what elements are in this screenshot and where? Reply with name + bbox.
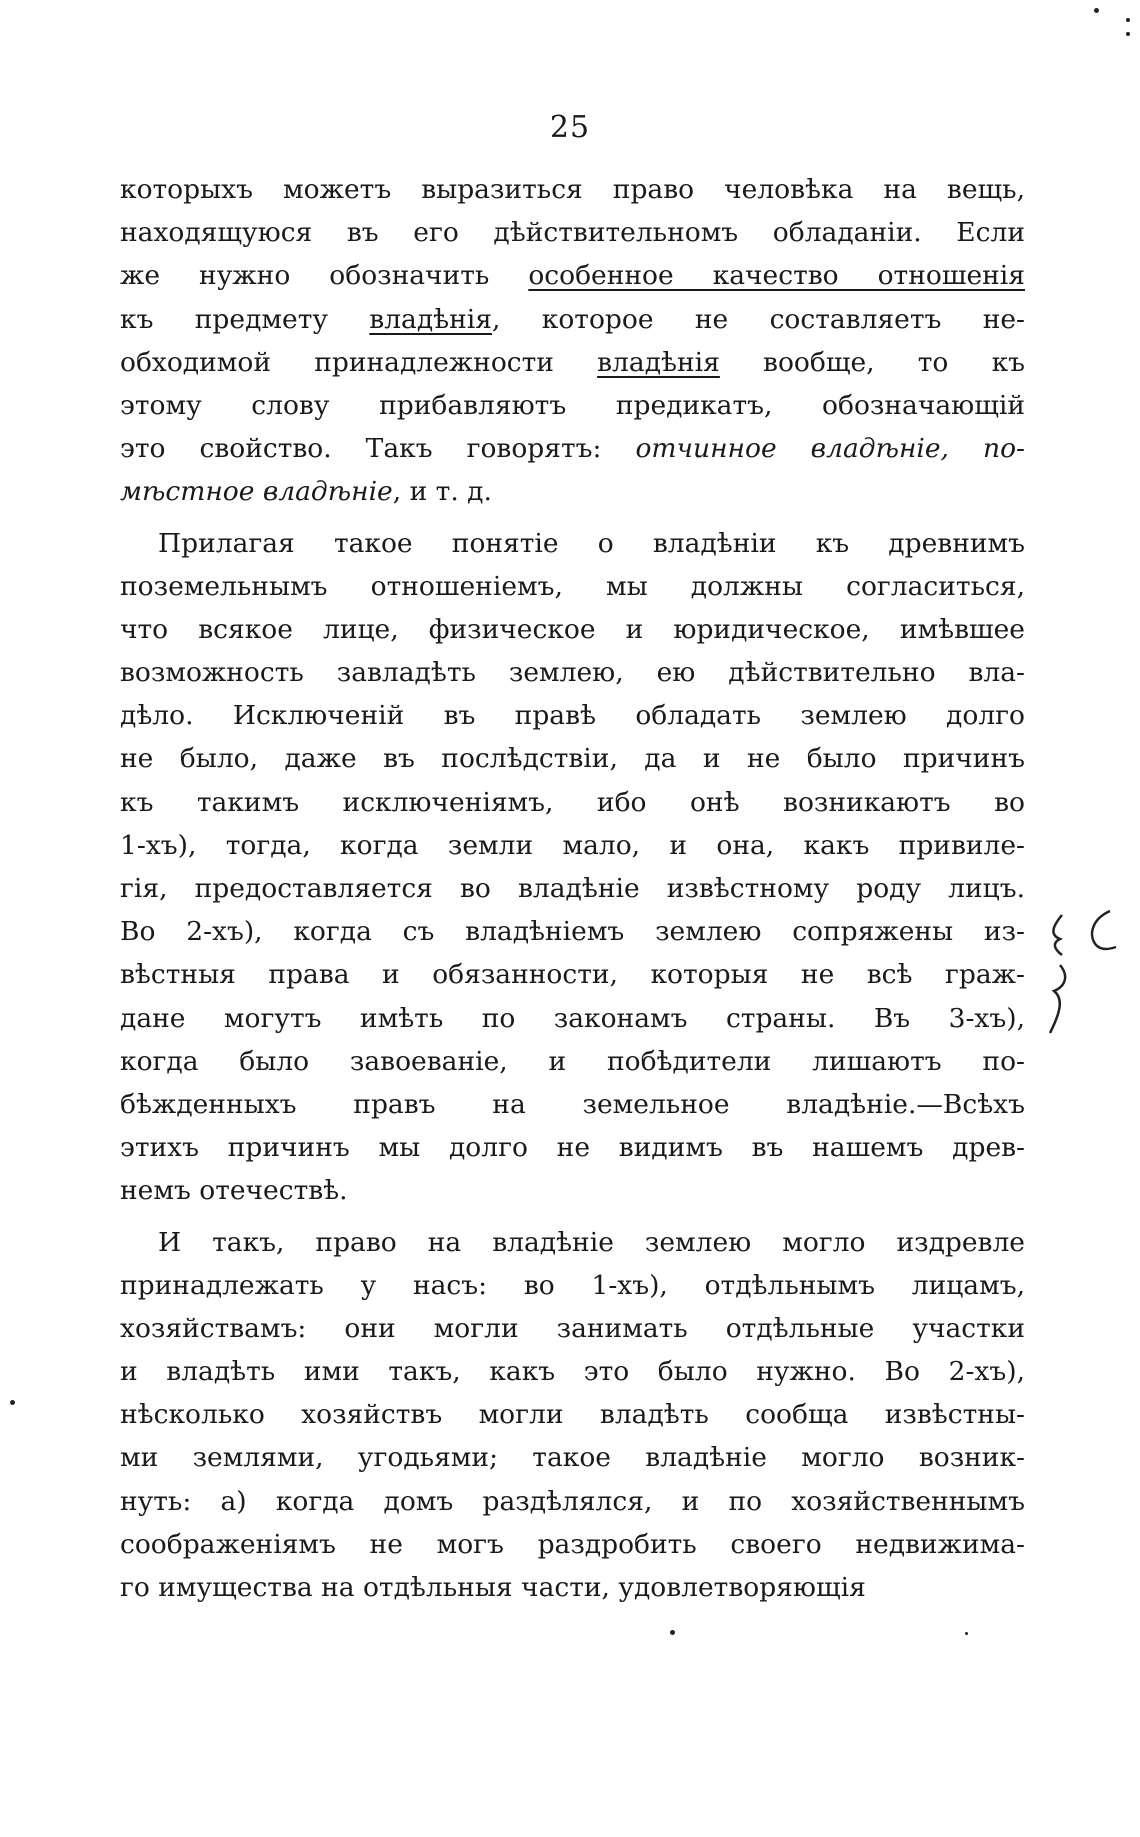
ink-speck — [670, 1630, 675, 1635]
text-line — [120, 384, 1025, 427]
text-line — [120, 1307, 1025, 1350]
text-line — [120, 737, 1025, 780]
underlined-text: владѣнія — [369, 303, 493, 335]
text-line — [120, 1523, 1025, 1566]
text-line — [120, 341, 1025, 384]
text-line — [120, 1566, 1025, 1609]
text-run: нѣсколько хозяйствъ могли владѣть сообща извѣстны- — [120, 1399, 1025, 1431]
text-run: 1-хъ), тогда, когда земли мало, и она, какъ привиле- — [120, 829, 1025, 861]
ink-speck — [10, 1400, 15, 1405]
underlined-text: особенное качество отношенія — [528, 260, 1025, 292]
text-run: къ предмету — [120, 303, 370, 335]
text-line — [120, 867, 1025, 910]
text-run: вѣстныя права и обязанности, которыя не всѣ граж- — [120, 959, 1025, 991]
text-run: которыхъ можетъ выразиться право человѣка на вещь, — [120, 174, 1025, 205]
text-run: хозяйствамъ: они могли занимать отдѣльные участки — [120, 1312, 1025, 1344]
text-line — [120, 522, 1025, 565]
text-line — [120, 1126, 1025, 1169]
text-run: вообще, то къ — [719, 346, 1025, 378]
text-line — [120, 1264, 1025, 1307]
text-line — [120, 1083, 1025, 1126]
text-run: когда было завоеваніе, и побѣдители лишаютъ по- — [120, 1045, 1025, 1077]
text-line — [120, 1221, 1025, 1264]
text-run: , и т. д. — [392, 476, 492, 508]
text-line — [120, 168, 1025, 211]
text-run: этому слову прибавляютъ предикатъ, обозначающій — [120, 389, 1025, 421]
paragraph — [120, 168, 1025, 514]
ink-speck — [1126, 18, 1130, 22]
text-run: возможность завладѣть землею, ею дѣйствительно вла- — [120, 657, 1025, 689]
text-line — [120, 470, 1025, 513]
text-line — [120, 1436, 1025, 1479]
text-line — [120, 1393, 1025, 1436]
italic-text: отчинное владѣніе, по- — [635, 433, 1025, 465]
text-line — [120, 211, 1025, 254]
text-line — [120, 608, 1025, 651]
text-run: принадлежать у насъ: во 1-хъ), отдѣльнымъ лицамъ, — [120, 1269, 1025, 1301]
text-line — [120, 1350, 1025, 1393]
text-line — [120, 1169, 1025, 1212]
text-run: дѣло. Исключеній въ правѣ обладать землею долго — [120, 700, 1025, 732]
text-line — [120, 254, 1025, 297]
text-line — [120, 910, 1025, 953]
text-line — [120, 651, 1025, 694]
text-run: къ такимъ исключеніямъ, ибо онѣ возникаютъ во — [120, 786, 1025, 818]
text-run: соображеніямъ не могъ раздробить своего недвижима- — [120, 1528, 1025, 1560]
text-run: го имущества на отдѣльныя части, удовлетворяющія — [120, 1572, 866, 1603]
text-line — [120, 824, 1025, 867]
ink-speck — [1094, 8, 1099, 13]
text-run: гія, предоставляется во владѣніе извѣстному роду лицъ. — [120, 873, 1025, 904]
text-run: этихъ причинъ мы долго не видимъ въ нашемъ древ- — [120, 1132, 1025, 1164]
text-run: находящуюся въ его дѣйствительномъ обладаніи. Если — [120, 217, 1025, 249]
text-line — [120, 953, 1025, 996]
text-run: это свойство. Такъ говорятъ: — [120, 433, 636, 465]
text-run: Прилагая такое понятіе о владѣніи къ древнимъ — [158, 527, 1025, 559]
text-line — [120, 1040, 1025, 1083]
text-line — [120, 997, 1025, 1040]
paragraph — [120, 1221, 1025, 1610]
text-run: же нужно обозначить — [120, 260, 529, 292]
body-text — [120, 168, 1025, 1609]
text-run: ми землями, угодьями; такое владѣніе могло возник- — [120, 1442, 1025, 1474]
italic-text: мѣстное владѣніе — [120, 476, 393, 508]
text-run: и владѣть ими такъ, какъ это было нужно. Во 2-хъ), — [120, 1356, 1025, 1388]
text-run: бѣжденныхъ правъ на земельное владѣніе.—Всѣхъ — [120, 1088, 1025, 1120]
text-run: поземельнымъ отношеніемъ, мы должны согласиться, — [120, 570, 1025, 602]
text-line — [120, 298, 1025, 341]
text-line — [120, 1480, 1025, 1523]
paragraph — [120, 522, 1025, 1213]
margin-annotation-mark — [1040, 905, 1130, 1065]
text-line — [120, 781, 1025, 824]
text-run: не было, даже въ послѣдствіи, да и не было причинъ — [120, 743, 1025, 775]
text-run: обходимой принадлежности — [120, 346, 598, 378]
text-line — [120, 565, 1025, 608]
text-run: немъ отечествѣ. — [120, 1175, 348, 1207]
text-run: И такъ, право на владѣніе землею могло издревле — [158, 1226, 1025, 1258]
text-run: что всякое лице, физическое и юридическое, имѣвшее — [120, 613, 1025, 645]
text-run: дане могутъ имѣть по законамъ страны. Въ 3-хъ), — [120, 1002, 1025, 1034]
ink-speck — [1126, 32, 1130, 36]
ink-speck — [965, 1632, 968, 1635]
page-number: 25 — [549, 110, 591, 145]
text-run: , которое не составляетъ не- — [492, 303, 1025, 335]
text-line — [120, 694, 1025, 737]
text-run: нуть: а) когда домъ раздѣлялся, и по хозяйственнымъ — [120, 1485, 1025, 1517]
text-run: Во 2-хъ), когда съ владѣніемъ землею сопряжены из- — [120, 916, 1025, 948]
underlined-text: владѣнія — [597, 346, 720, 378]
text-line — [120, 427, 1025, 470]
